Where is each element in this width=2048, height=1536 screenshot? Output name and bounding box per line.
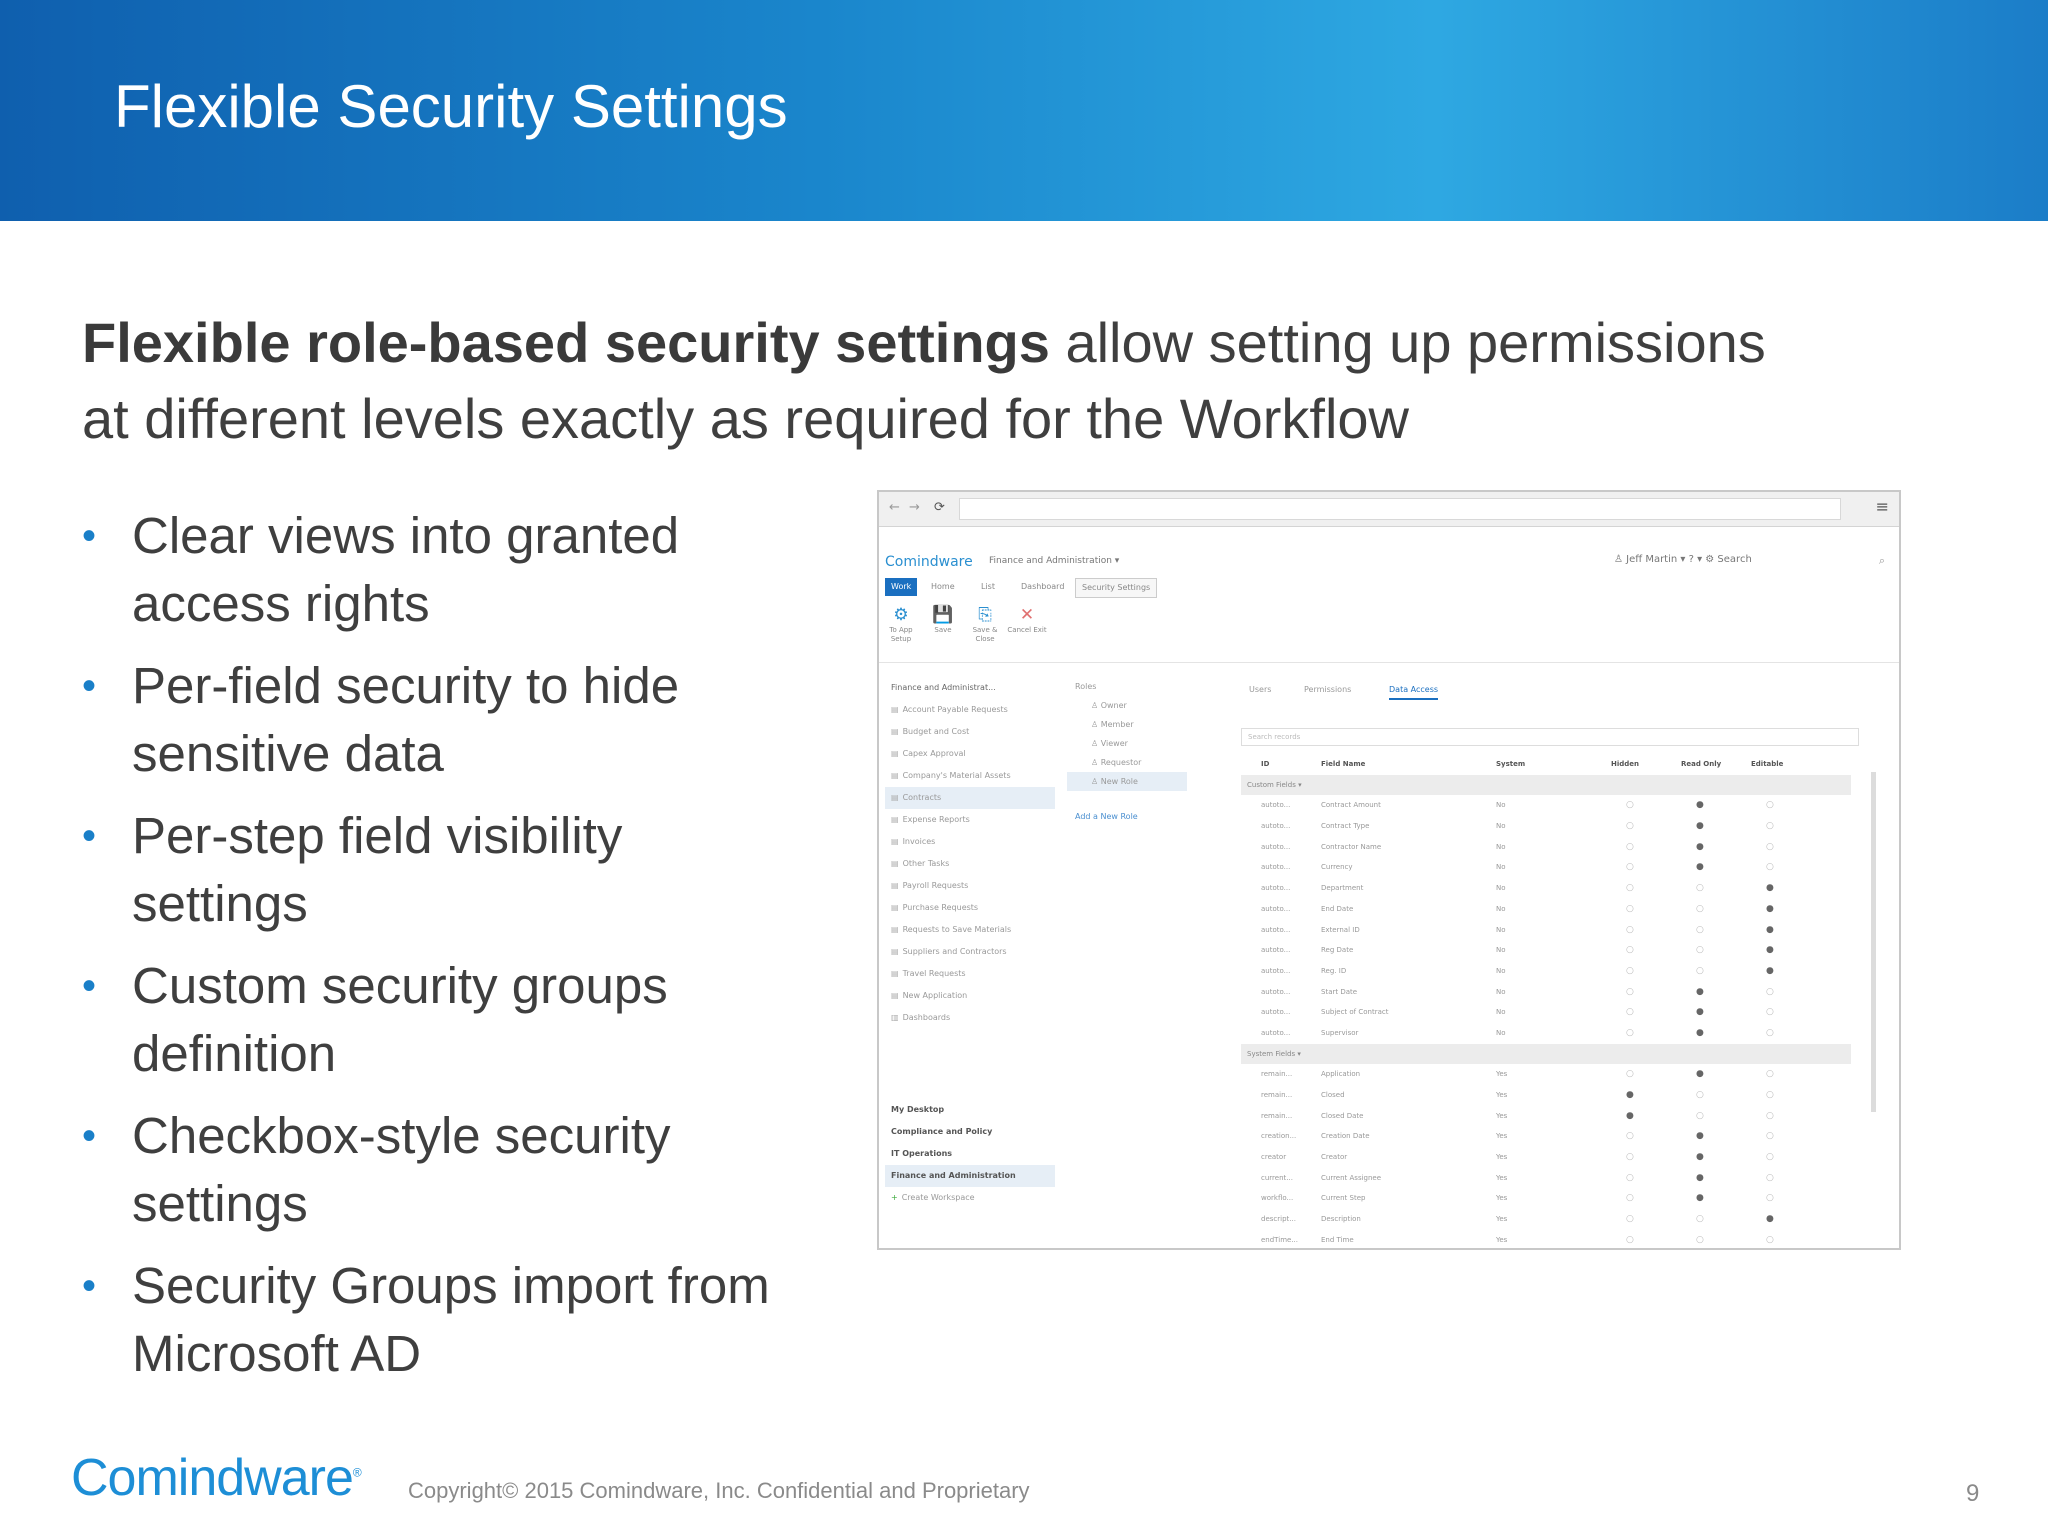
cell: autoto...	[1261, 946, 1291, 955]
cell: autoto...	[1261, 842, 1291, 851]
cell: External ID	[1321, 925, 1360, 934]
app-icon: ▤	[891, 925, 899, 934]
radio-option[interactable]: ○	[1766, 1193, 1774, 1204]
table-row[interactable]	[1241, 795, 1851, 816]
radio-option[interactable]: ●	[1696, 841, 1704, 852]
radio-option[interactable]: ○	[1766, 1172, 1774, 1183]
radio-option[interactable]: ○	[1626, 1172, 1634, 1183]
radio-option[interactable]: ●	[1696, 821, 1704, 832]
bullet-item: • Custom security groups definition	[82, 952, 782, 1088]
radio-option[interactable]: ○	[1766, 862, 1774, 873]
radio-option[interactable]: ○	[1696, 883, 1704, 894]
app-icon: ▤	[891, 837, 899, 846]
tab-home[interactable]: Home	[931, 582, 955, 591]
table-row[interactable]	[1241, 1168, 1851, 1189]
back-icon[interactable]: ←	[889, 500, 900, 515]
app-screenshot	[877, 490, 1901, 1250]
cell: End Time	[1321, 1235, 1354, 1244]
cell: remain...	[1261, 1091, 1293, 1099]
tab-users[interactable]: Users	[1249, 685, 1272, 694]
table-row[interactable]	[1241, 857, 1851, 878]
radio-option[interactable]: ●	[1696, 1069, 1704, 1080]
app-icon: ▤	[891, 947, 899, 956]
workspace-nav	[885, 677, 1055, 1209]
radio-option[interactable]: ○	[1766, 1069, 1774, 1080]
table-row[interactable]	[1241, 1106, 1851, 1127]
tab-security-settings[interactable]: Security Settings	[1075, 578, 1157, 598]
radio-option[interactable]: ●	[1696, 1152, 1704, 1163]
divider	[879, 662, 1899, 663]
forward-icon[interactable]: →	[909, 500, 920, 515]
radio-option[interactable]: ○	[1766, 800, 1774, 811]
cell: No	[1496, 946, 1506, 955]
radio-option[interactable]: ○	[1766, 1131, 1774, 1142]
user-icon: ♙	[1091, 701, 1101, 710]
radio-option[interactable]: ○	[1626, 883, 1634, 894]
col-field-name: Field Name	[1321, 760, 1366, 768]
role-item[interactable]: ♙ Owner	[1091, 701, 1127, 710]
radio-option[interactable]: ○	[1696, 903, 1704, 914]
nav-workspace[interactable]: Compliance and Policy	[891, 1127, 993, 1136]
app-icon: ▤	[891, 969, 899, 978]
bullet-dot-icon: •	[82, 964, 97, 1008]
bullet-dot-icon: •	[82, 814, 97, 858]
nav-item[interactable]: ▤ Company's Material Assets	[891, 771, 1011, 780]
chart-icon: ▥	[891, 1013, 899, 1022]
cell: Yes	[1496, 1111, 1508, 1120]
cell: autoto...	[1261, 884, 1291, 893]
tab-permissions[interactable]: Permissions	[1304, 685, 1352, 694]
browser-toolbar	[879, 492, 1899, 527]
nav-item[interactable]: ▤ Requests to Save Materials	[891, 925, 1012, 934]
cell: Subject of Contract	[1321, 1008, 1389, 1017]
table-row[interactable]	[1241, 1230, 1851, 1250]
bullet-item: • Checkbox-style security settings	[82, 1102, 782, 1238]
radio-option[interactable]: ○	[1626, 1214, 1634, 1225]
cell: Yes	[1496, 1215, 1508, 1224]
bullet-dot-icon: •	[82, 1114, 97, 1158]
cell: Creation Date	[1321, 1132, 1370, 1141]
radio-option[interactable]: ○	[1766, 1027, 1774, 1038]
create-workspace-button[interactable]: + Create Workspace	[891, 1193, 975, 1202]
data-access-grid	[1241, 754, 1851, 1250]
cell: Yes	[1496, 1132, 1508, 1141]
filter-input[interactable]: Search records	[1241, 728, 1859, 746]
save-close-icon: ⎘	[978, 605, 992, 625]
tab-work[interactable]: Work	[885, 578, 917, 596]
table-row[interactable]	[1241, 982, 1851, 1003]
nav-item[interactable]: ▤ Other Tasks	[891, 859, 950, 868]
radio-option[interactable]: ○	[1696, 1110, 1704, 1121]
add-role-link[interactable]: Add a New Role	[1075, 812, 1138, 821]
table-row[interactable]	[1241, 816, 1851, 837]
cell: No	[1496, 1028, 1506, 1037]
cell: Yes	[1496, 1194, 1508, 1203]
table-row[interactable]	[1241, 920, 1851, 941]
intro-text	[82, 305, 1822, 457]
radio-option[interactable]: ○	[1766, 1090, 1774, 1100]
close-icon: ✕	[1019, 605, 1035, 625]
radio-option[interactable]: ○	[1766, 1234, 1774, 1245]
gear-icon: ⚙	[893, 605, 909, 625]
cell: Yes	[1496, 1153, 1508, 1162]
bullet-dot-icon: •	[82, 1264, 97, 1308]
company-logo: Comindware®	[71, 1449, 361, 1507]
cell: workflo...	[1261, 1194, 1294, 1203]
cell: Contract Amount	[1321, 801, 1381, 810]
table-row[interactable]	[1241, 1209, 1851, 1230]
nav-item[interactable]: ▤ Invoices	[891, 837, 936, 846]
radio-option[interactable]: ○	[1626, 1069, 1634, 1080]
radio-option[interactable]: ○	[1696, 924, 1704, 935]
nav-item[interactable]: ▤ Expense Reports	[891, 815, 970, 824]
radio-option[interactable]: ○	[1766, 1007, 1774, 1018]
bullet-item: • Per-step field visibility settings	[82, 802, 782, 938]
radio-option[interactable]: ●	[1696, 1131, 1704, 1142]
cell: No	[1496, 863, 1506, 872]
cell: autoto...	[1261, 1008, 1291, 1017]
radio-option[interactable]: ○	[1626, 1027, 1634, 1038]
cell: current...	[1261, 1173, 1293, 1182]
cell: creator	[1261, 1153, 1287, 1162]
radio-option[interactable]: ○	[1626, 1234, 1634, 1245]
cell: autoto...	[1261, 801, 1291, 810]
cell: Reg Date	[1321, 946, 1354, 955]
app-setup-button[interactable]: ⚙ To App Setup	[881, 604, 921, 644]
nav-workspace[interactable]: IT Operations	[891, 1149, 953, 1158]
cell: Creator	[1321, 1153, 1348, 1162]
nav-item[interactable]: ▤ Travel Requests	[891, 969, 966, 978]
cell: No	[1496, 801, 1506, 810]
grid-group-row[interactable]: Custom Fields ▾	[1241, 775, 1851, 796]
cell: Yes	[1496, 1070, 1508, 1079]
cell: autoto...	[1261, 925, 1291, 934]
cell: autoto...	[1261, 822, 1291, 831]
user-icon: ♙	[1091, 758, 1101, 767]
radio-option[interactable]: ○	[1626, 986, 1634, 997]
nav-item[interactable]: ▤ Capex Approval	[891, 749, 966, 758]
app-icon: ▤	[891, 771, 899, 780]
tab-dashboard[interactable]: Dashboard	[1021, 582, 1065, 591]
app-icon: ▤	[891, 705, 899, 714]
cell: Currency	[1321, 863, 1353, 872]
roles-panel	[1067, 677, 1187, 826]
radio-option[interactable]: ●	[1766, 924, 1774, 935]
save-close-button[interactable]: ⎘ Save & Close	[965, 604, 1005, 644]
radio-option[interactable]: ○	[1626, 924, 1634, 935]
grid-group-row[interactable]: System Fields ▾	[1241, 1044, 1851, 1065]
nav-item[interactable]: ▤ New Application	[891, 991, 968, 1000]
app-icon: ▤	[891, 815, 899, 824]
tab-list[interactable]: List	[981, 582, 995, 591]
table-row[interactable]	[1241, 1188, 1851, 1209]
search-icon[interactable]: ⌕	[1878, 554, 1885, 567]
cell: endTime...	[1261, 1235, 1298, 1244]
address-bar[interactable]	[959, 498, 1841, 520]
app-icon: ▤	[891, 881, 899, 890]
cell: Department	[1321, 884, 1364, 893]
app-icon: ▤	[891, 903, 899, 912]
cell: No	[1496, 925, 1506, 934]
user-menu[interactable]: ♙ Jeff Martin ▾ ? ▾ ⚙ Search	[1614, 554, 1752, 565]
nav-item-selected[interactable]: ▤ Contracts	[885, 787, 1055, 809]
radio-option[interactable]: ○	[1626, 1131, 1634, 1142]
cell: autoto...	[1261, 863, 1291, 872]
radio-option[interactable]: ○	[1626, 903, 1634, 914]
radio-option[interactable]: ●	[1626, 1090, 1634, 1100]
radio-option[interactable]: ●	[1626, 1110, 1634, 1121]
page-number: 9	[1966, 1480, 1980, 1507]
cell: Yes	[1496, 1235, 1508, 1244]
radio-option[interactable]: ○	[1626, 1007, 1634, 1018]
radio-option[interactable]: ○	[1766, 841, 1774, 852]
cell: remain...	[1261, 1111, 1293, 1120]
radio-option[interactable]: ○	[1766, 1152, 1774, 1163]
radio-option[interactable]: ○	[1626, 841, 1634, 852]
table-row[interactable]	[1241, 878, 1851, 899]
app-icon: ▤	[891, 991, 899, 1000]
radio-option[interactable]: ●	[1766, 945, 1774, 956]
radio-option[interactable]: ●	[1766, 883, 1774, 894]
radio-option[interactable]: ●	[1766, 903, 1774, 914]
table-row[interactable]	[1241, 837, 1851, 858]
table-row[interactable]	[1241, 1085, 1851, 1106]
cell: Reg. ID	[1321, 966, 1347, 975]
radio-option[interactable]: ●	[1696, 1007, 1704, 1018]
cell: creation...	[1261, 1132, 1297, 1141]
role-item[interactable]: ♙ Viewer	[1091, 739, 1128, 748]
radio-option[interactable]: ●	[1766, 965, 1774, 976]
cell: No	[1496, 884, 1506, 893]
radio-option[interactable]: ○	[1626, 1152, 1634, 1163]
menu-icon[interactable]: ≡	[1875, 497, 1889, 516]
radio-option[interactable]: ○	[1766, 1110, 1774, 1121]
cell: No	[1496, 842, 1506, 851]
col-hidden: Hidden	[1611, 760, 1640, 768]
bullet-item: • Per-field security to hide sensitive data	[82, 652, 782, 788]
radio-option[interactable]: ○	[1626, 945, 1634, 956]
app-icon: ▤	[891, 859, 899, 868]
nav-item[interactable]: ▤ Budget and Cost	[891, 727, 970, 736]
cell: Application	[1321, 1070, 1361, 1079]
role-item[interactable]: ♙ Member	[1091, 720, 1134, 729]
cell: Contract Type	[1321, 822, 1370, 831]
radio-option[interactable]: ●	[1696, 1027, 1704, 1038]
nav-item[interactable]: Finance and Administrat...	[891, 683, 996, 692]
nav-workspace-selected[interactable]: Finance and Administration	[885, 1165, 1055, 1187]
cell: No	[1496, 987, 1506, 996]
table-row[interactable]	[1241, 899, 1851, 920]
radio-option[interactable]: ○	[1766, 986, 1774, 997]
radio-option[interactable]: ●	[1766, 1214, 1774, 1225]
role-item-selected[interactable]: ♙ New Role	[1067, 772, 1187, 791]
nav-item[interactable]: ▤ Payroll Requests	[891, 881, 969, 890]
col-system: System	[1496, 760, 1526, 768]
bullet-list	[82, 502, 782, 1402]
user-icon: ♙	[1091, 720, 1101, 729]
grid-header	[1241, 754, 1851, 775]
grid-scrollbar[interactable]	[1871, 772, 1876, 1112]
cell: Supervisor	[1321, 1028, 1359, 1037]
nav-item[interactable]: ▥ Dashboards	[891, 1013, 951, 1022]
cell: Current Step	[1321, 1194, 1366, 1203]
role-item[interactable]: ♙ Requestor	[1091, 758, 1142, 767]
bullet-dot-icon: •	[82, 514, 97, 558]
radio-option[interactable]: ○	[1766, 821, 1774, 832]
col-id: ID	[1261, 760, 1270, 768]
radio-option[interactable]: ○	[1696, 945, 1704, 956]
radio-option[interactable]: ●	[1696, 800, 1704, 811]
table-row[interactable]	[1241, 1023, 1851, 1044]
radio-option[interactable]: ○	[1626, 862, 1634, 873]
cell: Yes	[1496, 1091, 1508, 1099]
app-logo[interactable]: Comindware	[885, 554, 973, 570]
radio-option[interactable]: ○	[1626, 1193, 1634, 1204]
workspace-selector[interactable]: Finance and Administration ▾	[989, 556, 1120, 566]
bullet-dot-icon: •	[82, 664, 97, 708]
roles-header: Roles	[1075, 682, 1097, 691]
app-icon: ▤	[891, 727, 899, 736]
plus-icon: +	[891, 1193, 898, 1202]
nav-item[interactable]: ▤ Suppliers and Contractors	[891, 947, 1007, 956]
save-icon: 💾	[932, 605, 954, 625]
radio-option[interactable]: ●	[1696, 986, 1704, 997]
cell: Current Assignee	[1321, 1173, 1382, 1182]
cell: Closed Date	[1321, 1111, 1364, 1120]
app-icon: ▤	[891, 793, 899, 802]
table-row[interactable]	[1241, 1002, 1851, 1023]
radio-option[interactable]: ●	[1696, 1193, 1704, 1204]
copyright-text: Copyright© 2015 Comindware, Inc. Confidential and Proprietary	[408, 1478, 1030, 1503]
radio-option[interactable]: ○	[1626, 965, 1634, 976]
cell: autoto...	[1261, 904, 1291, 913]
intro-bold: Flexible role-based security settings	[82, 311, 1050, 374]
nav-workspace[interactable]: My Desktop	[891, 1105, 945, 1114]
cell: No	[1496, 966, 1506, 975]
bullet-item: • Clear views into granted access rights	[82, 502, 782, 638]
radio-option[interactable]: ○	[1696, 1214, 1704, 1225]
bullet-item: • Security Groups import from Microsoft AD	[82, 1252, 782, 1388]
reload-icon[interactable]: ⟳	[934, 500, 945, 515]
app-icon: ▤	[891, 749, 899, 758]
col-read-only: Read Only	[1681, 760, 1722, 768]
cell: Description	[1321, 1215, 1361, 1224]
cell: Closed	[1321, 1091, 1345, 1099]
save-button[interactable]: 💾 Save	[923, 604, 963, 635]
cell: descript...	[1261, 1215, 1296, 1224]
slide-title: Flexible Security Settings	[114, 73, 788, 140]
tab-data-access[interactable]: Data Access	[1389, 685, 1438, 700]
table-row[interactable]	[1241, 961, 1851, 982]
cell: autoto...	[1261, 1028, 1291, 1037]
radio-option[interactable]: ○	[1696, 1090, 1704, 1100]
nav-item[interactable]: ▤ Purchase Requests	[891, 903, 979, 912]
cell: remain...	[1261, 1070, 1293, 1079]
radio-option[interactable]: ○	[1696, 965, 1704, 976]
radio-option[interactable]: ○	[1626, 821, 1634, 832]
user-icon: ♙	[1091, 777, 1101, 786]
nav-item[interactable]: ▤ Account Payable Requests	[891, 705, 1008, 714]
cell: autoto...	[1261, 966, 1291, 975]
radio-option[interactable]: ●	[1696, 1172, 1704, 1183]
table-row[interactable]	[1241, 940, 1851, 961]
user-icon: ♙	[1091, 739, 1101, 748]
radio-option[interactable]: ○	[1696, 1234, 1704, 1245]
table-row[interactable]	[1241, 1064, 1851, 1085]
title-bar	[0, 0, 2048, 221]
table-row[interactable]	[1241, 1147, 1851, 1168]
col-editable: Editable	[1751, 760, 1784, 768]
intro-rest: allow setting up permissions at different levels exactly as required for the Workflow	[82, 311, 1766, 450]
cell: Yes	[1496, 1173, 1508, 1182]
cell: autoto...	[1261, 987, 1291, 996]
table-row[interactable]	[1241, 1126, 1851, 1147]
cell: End Date	[1321, 904, 1354, 913]
cell: Start Date	[1321, 987, 1358, 996]
cell: No	[1496, 904, 1506, 913]
cell: No	[1496, 1008, 1506, 1017]
cell: No	[1496, 822, 1506, 831]
radio-option[interactable]: ●	[1696, 862, 1704, 873]
radio-option[interactable]: ○	[1626, 800, 1634, 811]
cancel-button[interactable]: ✕ Cancel Exit	[1007, 605, 1047, 634]
cell: Contractor Name	[1321, 842, 1382, 851]
